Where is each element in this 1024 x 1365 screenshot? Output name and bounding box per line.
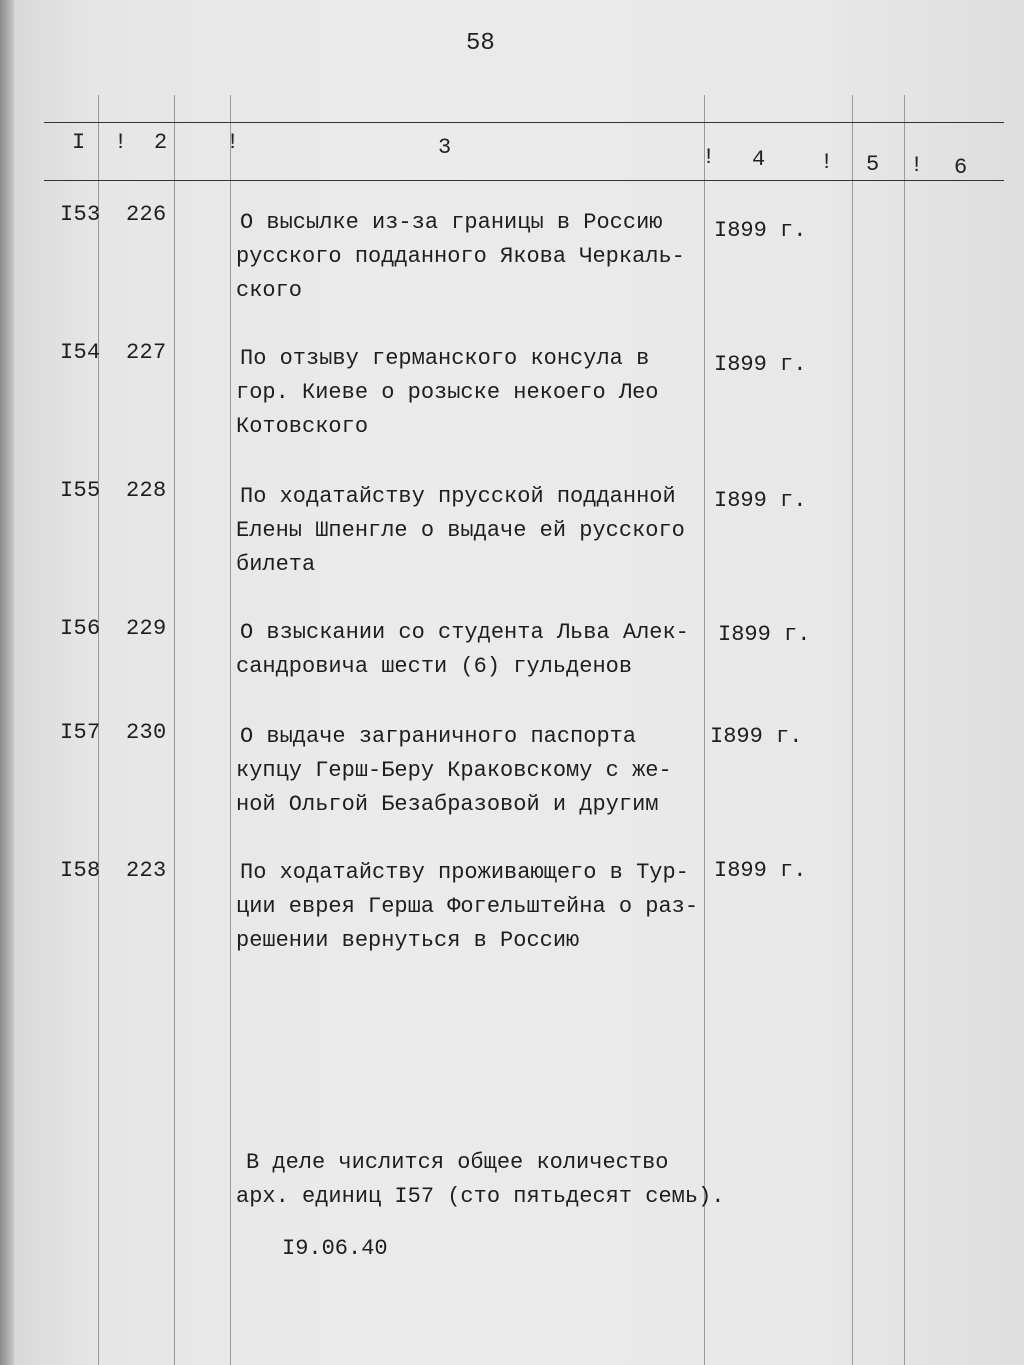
header-col-5: 5 bbox=[866, 152, 880, 177]
row-old-number: 228 bbox=[126, 478, 167, 503]
row-year: I899 г. bbox=[714, 858, 807, 883]
row-description bbox=[236, 206, 736, 308]
row-description bbox=[236, 480, 736, 582]
header-top-rule bbox=[44, 122, 1004, 123]
desc-line: ной Ольгой Безабразовой и другим bbox=[236, 792, 659, 817]
footer-line: В деле числится общее количество bbox=[246, 1150, 669, 1175]
column-rule bbox=[904, 95, 905, 1365]
header-col-3: 3 bbox=[438, 135, 452, 160]
desc-line: По ходатайству проживающего в Тур- bbox=[240, 860, 689, 885]
column-rule bbox=[230, 95, 231, 1365]
header-separator: ! bbox=[226, 130, 240, 155]
binding-spine bbox=[0, 0, 14, 1365]
desc-line: Елены Шпенгле о выдаче ей русского bbox=[236, 518, 685, 543]
desc-line: О выдаче заграничного паспорта bbox=[240, 724, 637, 749]
desc-line: решении вернуться в Россию bbox=[236, 928, 580, 953]
desc-line: По отзыву германского консула в bbox=[240, 346, 650, 371]
row-number: I57 bbox=[60, 720, 101, 745]
row-description bbox=[236, 616, 736, 684]
column-rule bbox=[174, 95, 175, 1365]
row-old-number: 226 bbox=[126, 202, 167, 227]
page-number: 58 bbox=[466, 30, 495, 57]
header-separator: ! bbox=[910, 153, 924, 178]
header-col-2: 2 bbox=[154, 130, 168, 155]
row-description bbox=[236, 720, 736, 822]
row-description bbox=[236, 856, 736, 958]
row-number: I58 bbox=[60, 858, 101, 883]
desc-line: купцу Герш-Беру Краковскому с же- bbox=[236, 758, 672, 783]
document-date: I9.06.40 bbox=[282, 1236, 388, 1261]
desc-line: О высылке из-за границы в Россию bbox=[240, 210, 663, 235]
row-number: I56 bbox=[60, 616, 101, 641]
header-col-4: 4 bbox=[752, 147, 766, 172]
footer-line: арх. единиц I57 (сто пятьдесят семь). bbox=[236, 1184, 725, 1209]
desc-line: ции еврея Герша Фогельштейна о раз- bbox=[236, 894, 699, 919]
header-separator: ! bbox=[114, 130, 128, 155]
header-col-6: 6 bbox=[954, 155, 968, 180]
desc-line: Котовского bbox=[236, 414, 369, 439]
row-year: I899 г. bbox=[710, 724, 803, 749]
desc-line: русского подданного Якова Черкаль- bbox=[236, 244, 685, 269]
header-separator: ! bbox=[702, 145, 716, 170]
desc-line: гор. Киеве о розыске некоего Лео bbox=[236, 380, 659, 405]
document-page bbox=[14, 0, 1024, 1365]
header-col-1: I bbox=[72, 130, 86, 155]
row-year: I899 г. bbox=[714, 488, 807, 513]
total-count-note bbox=[236, 1146, 724, 1214]
desc-line: ского bbox=[236, 278, 303, 303]
desc-line: По ходатайству прусской подданной bbox=[240, 484, 676, 509]
row-year: I899 г. bbox=[714, 352, 807, 377]
row-old-number: 223 bbox=[126, 858, 167, 883]
header-bottom-rule bbox=[44, 180, 1004, 181]
row-number: I53 bbox=[60, 202, 101, 227]
row-old-number: 230 bbox=[126, 720, 167, 745]
row-number: I54 bbox=[60, 340, 101, 365]
desc-line: билета bbox=[236, 552, 316, 577]
header-separator: ! bbox=[820, 150, 834, 175]
row-year: I899 г. bbox=[714, 218, 807, 243]
desc-line: О взыскании со студента Льва Алек- bbox=[240, 620, 689, 645]
column-rule bbox=[852, 95, 853, 1365]
row-description bbox=[236, 342, 736, 444]
row-old-number: 227 bbox=[126, 340, 167, 365]
desc-line: сандровича шести (6) гульденов bbox=[236, 654, 633, 679]
row-old-number: 229 bbox=[126, 616, 167, 641]
row-year: I899 г. bbox=[718, 622, 811, 647]
row-number: I55 bbox=[60, 478, 101, 503]
